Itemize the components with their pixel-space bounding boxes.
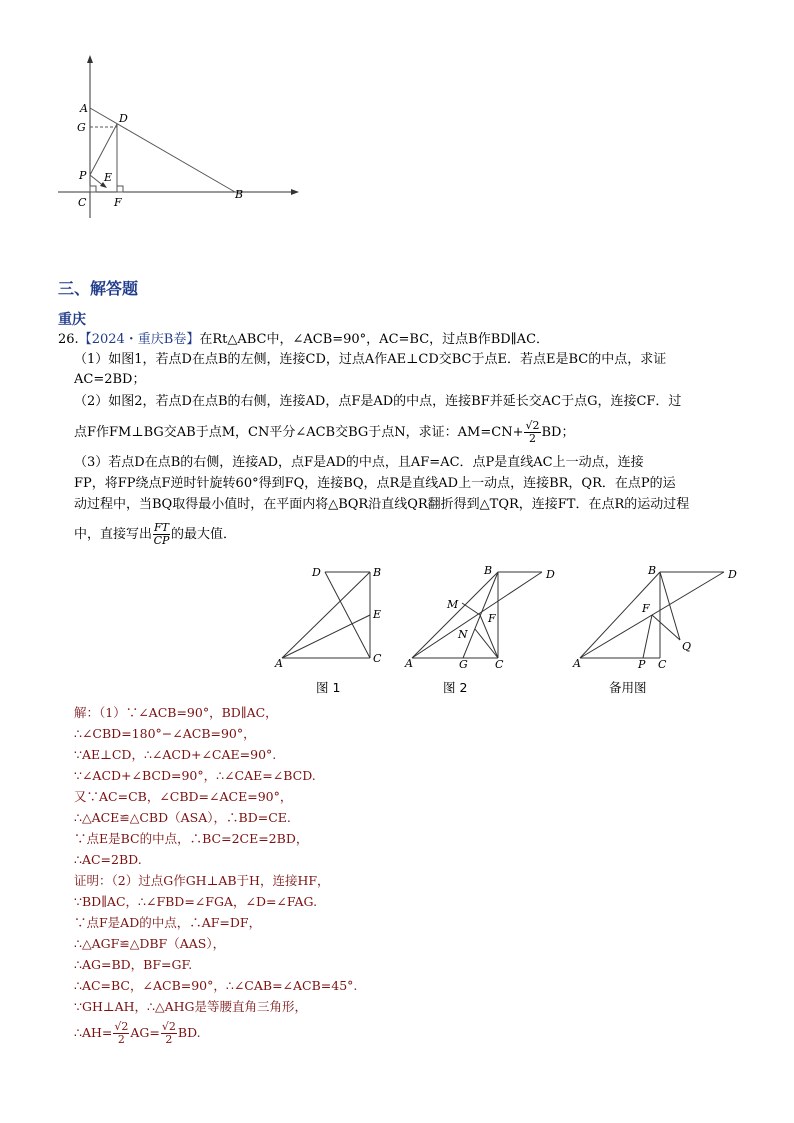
top-coordinate-figure — [50, 50, 310, 225]
label-g: G — [77, 121, 86, 134]
solution-line: ∵BD∥AC，∴∠FBD=∠FGA，∠D=∠FAG. — [74, 894, 318, 909]
fig3-label-b: B — [648, 564, 657, 577]
solution-last-line — [74, 1021, 357, 1046]
part2-line2 — [74, 420, 574, 445]
label-a: A — [80, 102, 88, 115]
fig3-label-p: P — [638, 658, 646, 671]
fig2-label-d: D — [546, 568, 555, 581]
part1-line2: AC=2BD； — [74, 372, 146, 387]
section-title: 三、解答题 — [58, 279, 139, 298]
solution-block — [74, 702, 357, 1046]
part3-fraction-den: CP — [153, 534, 170, 547]
fig1-label-d: D — [312, 566, 321, 579]
part3-fraction-num: FT — [154, 521, 169, 534]
part2-fraction — [524, 420, 540, 445]
last-frac2-num: √2 — [161, 1020, 176, 1033]
x-axis-arrow — [291, 189, 299, 195]
part3-line3: 动过程中，当BQ取得最小值时，在平面内将△BQR沿直线QR翻折得到△TQR，连接FT．在点R的运动过程 — [74, 497, 690, 512]
label-e: E — [104, 171, 113, 184]
fig3-label-a: A — [573, 657, 581, 670]
part3-line4 — [74, 522, 236, 547]
solution-line: ∴AC=BC，∠ACB=90°，∴∠CAB=∠ACB=45°. — [74, 978, 358, 993]
last-frac1-den: 2 — [117, 1033, 125, 1046]
problem-intro: 在Rt△ABC中，∠ACB=90°，AC=BC，过点B作BD∥AC． — [199, 332, 550, 347]
solution-line: ∴AG=BD，BF=GF. — [74, 957, 193, 972]
label-d: D — [119, 112, 128, 125]
solution-line: ∴△ACE≌△CBD（ASA），∴BD=CE. — [74, 810, 291, 825]
solution-line: ∴∠CBD=180°−∠ACB=90°， — [74, 726, 256, 741]
line-pd — [90, 124, 117, 175]
solution-line: ∴AC=2BD. — [74, 852, 142, 867]
fig2-label-a: A — [405, 657, 413, 670]
fig2-label-f: F — [488, 612, 496, 625]
solution-line: 又∵AC=CB，∠CBD=∠ACE=90°， — [74, 789, 293, 804]
figure-2-caption: 图 2 — [443, 680, 468, 695]
fig3-label-d: D — [728, 568, 737, 581]
part2-line2-b: BD； — [541, 425, 575, 440]
solution-line: ∵GH⊥AH，∴△AHG是等腰直角三角形， — [74, 999, 308, 1014]
last-fraction-1 — [113, 1021, 129, 1046]
fig1-label-b: B — [373, 566, 382, 579]
fig2-label-m: M — [447, 598, 459, 611]
label-c: C — [78, 196, 87, 209]
solution-line: ∵点F是AD的中点，∴AF=DF， — [74, 915, 262, 930]
figure-1 — [270, 560, 390, 675]
part3-fraction — [153, 522, 170, 547]
part3-line4-b: 的最大值． — [171, 527, 237, 542]
last-b: AG= — [130, 1025, 160, 1040]
fig3-label-f: F — [642, 602, 650, 615]
fig1-label-a: A — [275, 657, 283, 670]
last-fraction-2 — [161, 1021, 177, 1046]
solution-line: ∵AE⊥CD，∴∠ACD+∠CAE=90°. — [74, 747, 277, 762]
solution-line: ∵∠ACD+∠BCD=90°，∴∠CAE=∠BCD. — [74, 768, 316, 783]
solution-line: 解：（1）∵∠ACB=90°，BD∥AC， — [74, 705, 278, 720]
figure-3-caption: 备用图 — [609, 680, 647, 695]
last-frac2-den: 2 — [165, 1033, 173, 1046]
fig2-label-n: N — [458, 628, 468, 641]
part1-line1: （1）如图1，若点D在点B的左侧，连接CD，过点A作AE⊥CD交BC于点E．若点E是BC的中点，求证 — [74, 352, 667, 367]
part3-line2: FP，将FP绕点F逆时针旋转60°得到FQ，连接BQ，点R是直线AD上一动点，连接BR，QR．在点P的运 — [74, 476, 676, 491]
region-label: 重庆 — [58, 312, 86, 328]
solution-line: 证明：（2）过点G作GH⊥AB于H，连接HF， — [74, 873, 330, 888]
fig3-label-c: C — [658, 658, 667, 671]
solution-line: ∴△AGF≌△DBF（AAS）， — [74, 936, 226, 951]
problem-source: 【2024・重庆B卷】 — [78, 332, 200, 347]
label-f: F — [114, 196, 122, 209]
label-p: P — [79, 169, 87, 182]
y-axis-arrow — [87, 55, 93, 63]
last-frac1-num: √2 — [114, 1020, 129, 1033]
fig2-label-b: B — [484, 564, 493, 577]
figure-2 — [400, 560, 570, 675]
part3-line4-a: 中，直接写出 — [74, 527, 153, 542]
part2-line1: （2）如图2，若点D在点B的右侧，连接AD，点F是AD的中点，连接BF并延长交AC于点G，连接CF．过 — [74, 394, 682, 409]
part2-fraction-num: √2 — [525, 419, 540, 432]
fig2-label-g: G — [459, 658, 468, 671]
label-b: B — [235, 188, 244, 201]
solution-line: ∵点E是BC的中点，∴BC=2CE=2BD， — [74, 831, 309, 846]
figure-3 — [568, 560, 748, 675]
last-a: ∴AH= — [74, 1025, 113, 1040]
fig3-label-q: Q — [682, 640, 692, 653]
last-c: BD. — [177, 1025, 201, 1040]
problem-header — [58, 330, 549, 350]
figure-1-caption: 图 1 — [316, 680, 341, 695]
right-angle-c — [90, 186, 96, 192]
problem-number: 26. — [58, 332, 79, 347]
part3-line1: （3）若点D在点B的右侧，连接AD，点F是AD的中点，且AF=AC．点P是直线AC上一动点，连接 — [74, 455, 644, 470]
fig2-label-c: C — [495, 658, 504, 671]
right-angle-f — [117, 186, 123, 192]
fig1-label-c: C — [373, 652, 382, 665]
part2-line2-a: 点F作FM⊥BG交AB于点M，CN平分∠ACB交BG于点N，求证：AM=CN+ — [74, 425, 524, 440]
fig1-label-e: E — [373, 608, 382, 621]
part2-fraction-den: 2 — [528, 432, 536, 445]
